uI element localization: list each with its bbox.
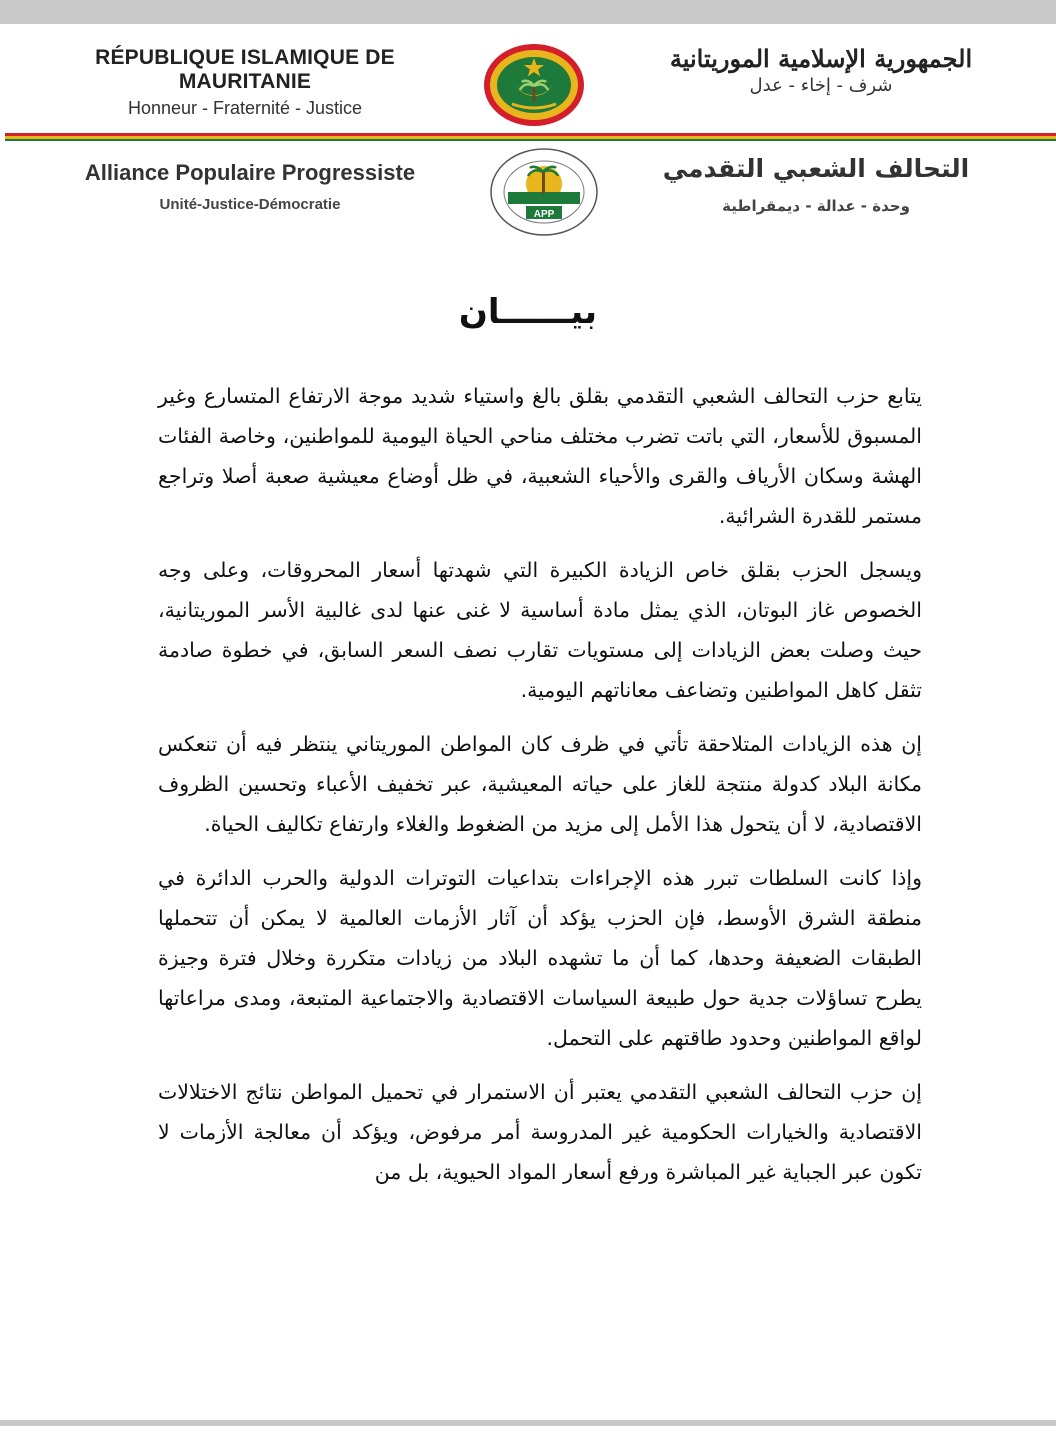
top-page-border <box>0 0 1056 24</box>
paragraph: وإذا كانت السلطات تبرر هذه الإجراءات بتداعيات التوترات الدولية والحرب الدائرة في منطقة الشرق الأوسط، فإن الحزب يؤكد أن آثار الأزمات العالمية لا يمكن أن تتحملها الطبقات الضعيفة وحدها، كما أن ما تشهده البلاد من زيادات متكررة وخلال فترة وجيزة يطرح تساؤلات جدية حول طبيعة السياسات الاقتصادية والاجتماعية المتبعة، ومدى مراعاتها لواقع المواطنين وحدود طاقتهم على التحمل. <box>158 866 922 1050</box>
republic-header-ar <box>616 44 1026 96</box>
republic-motto-fr: Honneur - Fraternité - Justice <box>127 98 363 118</box>
header-rule-green <box>5 139 1056 141</box>
party-name-fr: Alliance Populaire Progressiste <box>84 160 416 185</box>
paragraph: ويسجل الحزب بقلق خاص الزيادة الكبيرة التي شهدتها أسعار المحروقات، وعلى وجه الخصوص غاز البوتان، الذي يمثل مادة أساسية لا غنى عنها لدى غالبية الأسر الموريتانية، حيث وصلت بعض الزيادات إلى مستويات تقارب نصف السعر السابق، في خطوة صادمة تثقل كاهل المواطنين وتضاعف معاناتهم اليومية. <box>158 558 922 702</box>
app-logo-text: APP <box>533 209 555 220</box>
republic-name-fr: RÉPUBLIQUE ISLAMIQUE DE MAURITANIE <box>95 46 395 93</box>
party-motto-fr: Unité-Justice-Démocratie <box>159 196 341 213</box>
paragraph: إن حزب التحالف الشعبي التقدمي يعتبر أن الاستمرار في تحميل المواطن نتائج الاختلالات الاقتصادية والخيارات الحكومية غير المدروسة أمر مرفوض، ويؤكد أن معالجة الأزمات لا تكون عبر الجباية غير المباشرة ورفع أسعار المواد الحيوية، بل من <box>158 1080 922 1184</box>
party-name-ar: التحالف الشعبي التقدمي <box>662 154 970 183</box>
statement-body <box>158 376 922 1206</box>
republic-name-ar: الجمهورية الإسلامية الموريتانية <box>669 44 973 73</box>
paragraph: إن هذه الزيادات المتلاحقة تأتي في ظرف كان المواطن الموريتاني ينتظر فيه أن تنعكس مكانة البلاد كدولة منتجة للغاز على حياته المعيشية، عبر تخفيف الأعباء وتحسين الظروف الاقتصادية، لا أن يتحول هذا الأمل إلى مزيد من الضغوط والغلاء وارتفاع تكاليف الحياة. <box>158 732 922 836</box>
paragraph: يتابع حزب التحالف الشعبي التقدمي بقلق بالغ واستياء شديد موجة الارتفاع المتسارع وغير المسبوق للأسعار، التي باتت تضرب مختلف مناحي الحياة اليومية للمواطنين، وخاصة الفئات الهشة وسكان الأرياف والقرى والأحياء الشعبية، في ظل أوضاع معيشية صعبة أصلا وتراجع مستمر للقدرة الشرائية. <box>158 384 922 528</box>
document-title: بيــــــان <box>458 292 598 332</box>
app-party-logo-icon <box>488 146 600 238</box>
party-header-ar <box>626 154 1006 215</box>
republic-header-fr <box>40 46 450 119</box>
republic-motto-ar: شرف - إخاء - عدل <box>749 75 893 96</box>
party-header-fr <box>40 160 460 213</box>
party-motto-ar: وحدة - عدالة - ديمقراطية <box>722 197 910 215</box>
bottom-page-border <box>0 1420 1056 1454</box>
mauritania-seal-icon <box>482 42 586 128</box>
